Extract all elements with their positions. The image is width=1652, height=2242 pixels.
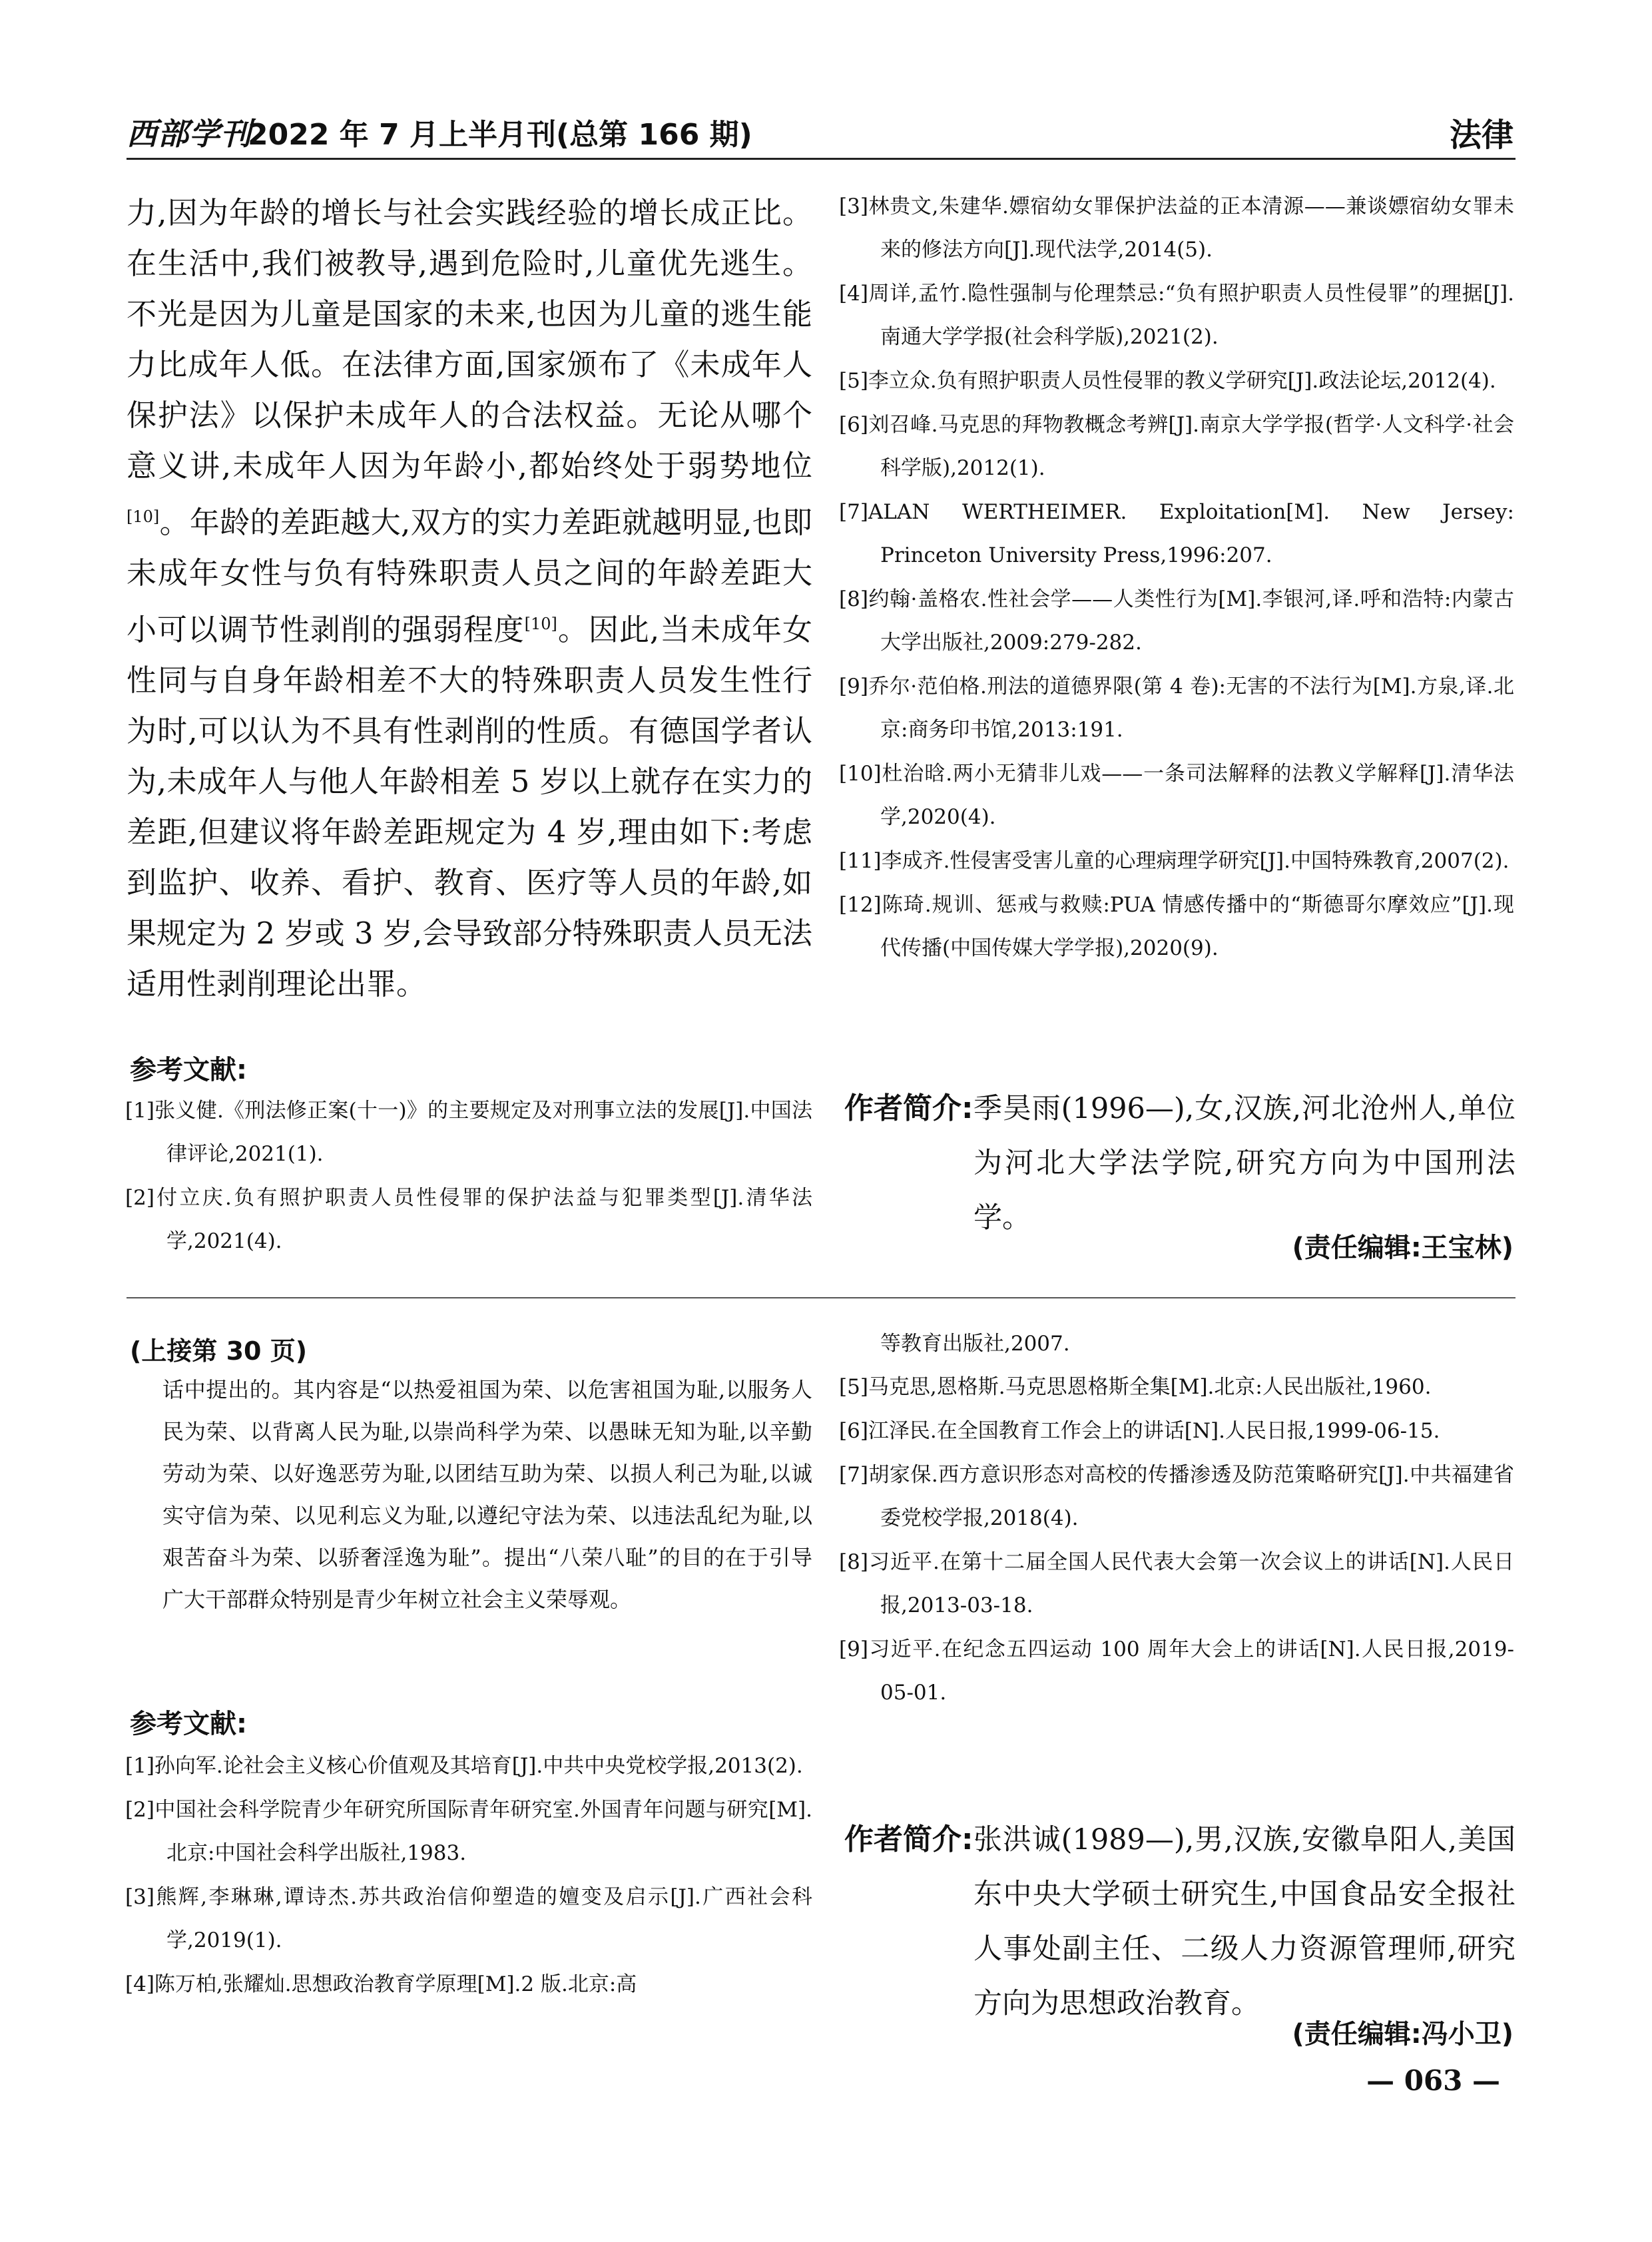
references-list-right (840, 185, 1514, 971)
reference-item: [2]中国社会科学院青少年研究所国际青年研究室.外国青年问题与研究[M].北京:中国社会科学出版社,1983. (125, 1798, 812, 1865)
reference-item: [12]陈琦.规训、惩戒与救赎:PUA 情感传播中的“斯德哥尔摩效应”[J].现代传播(中国传媒大学学报),2020(9). (839, 893, 1514, 960)
references-list-right (840, 1366, 1514, 1715)
page-number: — 063 — (1366, 2064, 1500, 2097)
reference-item: [5]李立众.负有照护职责人员性侵罪的教义学研究[J].政法论坛,2012(4). (839, 369, 1496, 393)
body-text-b: 。年龄的差距越大,双方的实力差距就越明显,也即未成年女性与负有特殊职责人员之间的年龄差距大小可以调节性剥削的强弱程度 (127, 505, 812, 647)
journal-logo: 西部学刊 (127, 116, 252, 152)
author-bio (844, 1081, 1515, 1245)
reference-item: [1]孙向军.论社会主义核心价值观及其培育[J].中共中央党校学报,2013(2). (125, 1754, 803, 1778)
reference-item: [3]林贵文,朱建华.嫖宿幼女罪保护法益的正本清源——兼谈嫖宿幼女罪未来的修法方向[J].现代法学,2014(5). (839, 194, 1514, 262)
continued-paragraph: 话中提出的。其内容是“以热爱祖国为荣、以危害祖国为耻,以服务人民为荣、以背离人民为耻,以崇尚科学为荣、以愚昧无知为耻,以辛勤劳动为荣、以好逸恶劳为耻,以团结互助为荣、以损人利己为耻,以诚实守信为荣、以见利忘义为耻,以遵纪守法为荣、以违法乱纪为耻,以艰苦奋斗为荣、以骄奢淫逸为耻”。提出“八荣八耻”的目的在于引导广大干部群众特别是青少年树立社会主义荣辱观。 (162, 1377, 812, 1612)
reference-item: [7]ALAN WERTHEIMER. Exploitation[M]. New Jersey: Princeton University Press,1996:207. (839, 500, 1514, 567)
reference-item: [8]约翰·盖格农.性社会学——人类性行为[M].李银河,译.呼和浩特:内蒙古大学出版社,2009:279-282. (839, 587, 1514, 655)
author-bio-text: 季昊雨(1996—),女,汉族,河北沧州人,单位为河北大学法学院,研究方向为中国刑法学。 (973, 1092, 1515, 1235)
citation-marker: [10] (127, 507, 160, 526)
reference-item: [3]熊辉,李琳琳,谭诗杰.苏共政治信仰塑造的嬗变及启示[J].广西社会科学,2019(1). (125, 1885, 812, 1952)
references-heading: 参考文献: (130, 1709, 247, 1739)
article-divider (127, 1297, 1515, 1298)
reference-item: [7]胡家保.西方意识形态对高校的传播渗透及防范策略研究[J].中共福建省委党校学报,2018(4). (839, 1463, 1514, 1530)
reference-item: [8]习近平.在第十二届全国人民代表大会第一次会议上的讲话[N].人民日报,2013-03-18. (839, 1550, 1514, 1617)
reference-item: [1]张义健.《刑法修正案(十一)》的主要规定及对刑事立法的发展[J].中国法律评论,2021(1). (125, 1099, 812, 1166)
author-bio-text: 张洪诚(1989—),男,汉族,安徽阜阳人,美国东中央大学硕士研究生,中国食品安全报社人事处副主任、二级人力资源管理师,研究方向为思想政治教育。 (973, 1823, 1515, 2020)
reference-item: [5]马克思,恩格斯.马克思恩格斯全集[M].北京:人民出版社,1960. (839, 1375, 1432, 1399)
reference-item: [6]刘召峰.马克思的拜物教概念考辨[J].南京大学学报(哲学·人文科学·社会科学版),2012(1). (839, 413, 1514, 480)
reference-item: [9]乔尔·范伯格.刑法的道德界限(第 4 卷):无害的不法行为[M].方泉,译.北京:商务印书馆,2013:191. (839, 675, 1514, 742)
reference-item: [11]李成齐.性侵害受害儿童的心理病理学研究[J].中国特殊教育,2007(2). (839, 849, 1510, 873)
references-list-left (127, 1745, 812, 2007)
reference-item: [4]周详,孟竹.隐性强制与伦理禁忌:“负有照护职责人员性侵罪”的理据[J].南通大学学报(社会科学版),2021(2). (839, 282, 1514, 349)
citation-marker: [10] (524, 615, 557, 633)
reference-item: [2]付立庆.负有照护职责人员性侵罪的保护法益与犯罪类型[J].清华法学,2021(4). (125, 1186, 812, 1253)
continued-heading: (上接第 30 页) (130, 1336, 308, 1366)
body-paragraph (127, 188, 812, 1009)
responsible-editor: (责任编辑:王宝林) (1292, 1233, 1514, 1263)
reference-item: [4]陈万柏,张耀灿.思想政治教育学原理[M].2 版.北京:高 (125, 1972, 637, 1996)
body-text-a: 力,因为年龄的增长与社会实践经验的增长成正比。在生活中,我们被教导,遇到危险时,儿童优先逃生。不光是因为儿童是国家的未来,也因为儿童的逃生能力比成年人低。在法律方面,国家颁布了《未成年人保护法》以保护未成年人的合法权益。无论从哪个意义讲,未成年人因为年龄小,都始终处于弱势地位 (127, 195, 812, 483)
author-bio (844, 1813, 1515, 2031)
reference-item: [9]习近平.在纪念五四运动 100 周年大会上的讲话[N].人民日报,2019-05-01. (839, 1637, 1514, 1705)
responsible-editor: (责任编辑:冯小卫) (1292, 2019, 1514, 2050)
issue-info: 2022 年 7 月上半月刊(总第 166 期) (248, 118, 752, 152)
section-title: 法律 (1449, 117, 1514, 154)
reference-continuation: 等教育出版社,2007. (880, 1332, 1070, 1356)
reference-item: [10]杜治晗.两小无猜非儿戏——一条司法解释的法教义学解释[J].清华法学,2020(4). (839, 762, 1514, 829)
reference-item: [6]江泽民.在全国教育工作会上的讲话[N].人民日报,1999-06-15. (839, 1419, 1440, 1443)
author-bio-label: 作者简介: (844, 1822, 973, 1856)
references-list-left (127, 1089, 812, 1264)
header-rule (127, 158, 1515, 160)
author-bio-label: 作者简介: (844, 1091, 973, 1125)
body-text-c: 。因此,当未成年女性同与自身年龄相差不大的特殊职责人员发生性行为时,可以认为不具有性剥削的性质。有德国学者认为,未成年人与他人年龄相差 5 岁以上就存在实力的差距,但建议将年龄差距规定为 4 岁,理由如下:考虑到监护、收养、看护、教育、医疗等人员的年龄,如果规定为 2 岁或 3 岁,会导致部分特殊职责人员无法适用性剥削理论出罪。 (127, 612, 812, 1001)
references-heading: 参考文献: (130, 1055, 247, 1085)
